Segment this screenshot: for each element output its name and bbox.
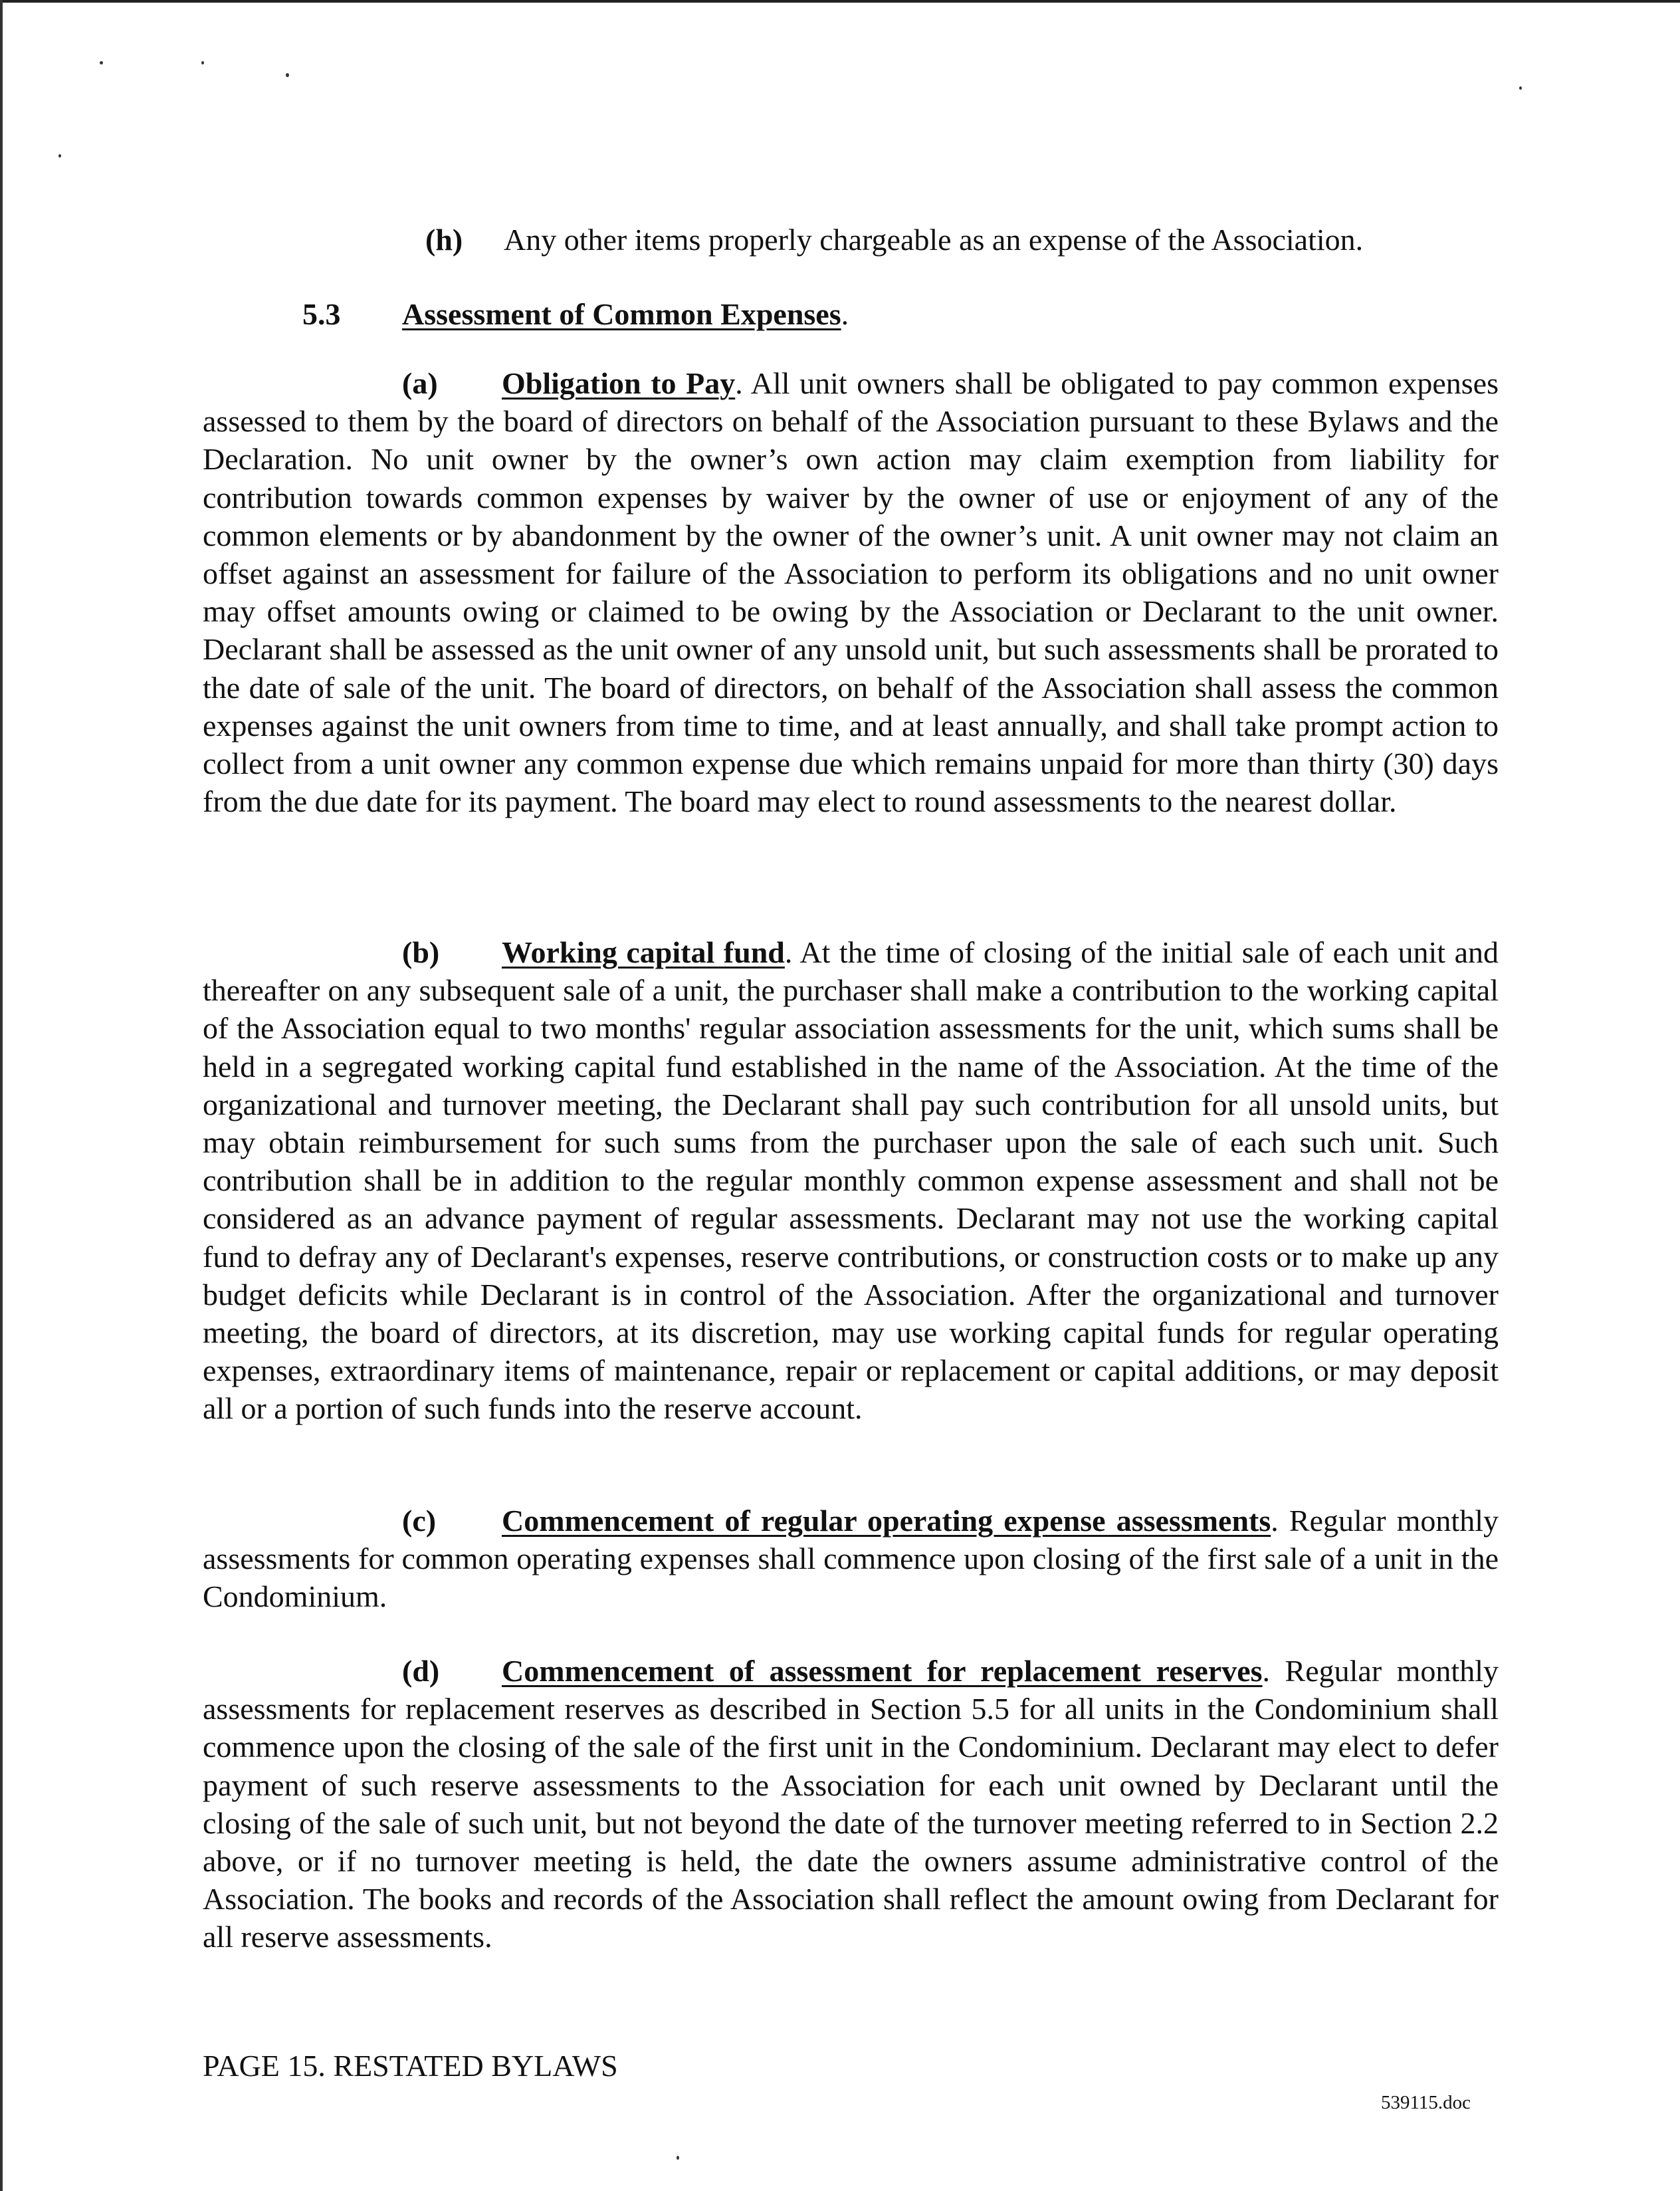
paragraph-d [203, 1652, 1499, 1956]
scan-speck [201, 61, 204, 64]
scan-speck [677, 2156, 679, 2160]
item-h [425, 221, 1555, 259]
paragraph-label: (b) [402, 935, 440, 969]
paragraph-text: . Regular monthly assessments for common operating expenses shall commence upon closing of the first sale of a unit in the Condominium. [203, 1504, 1499, 1614]
paragraph-title: Working capital fund [502, 935, 785, 969]
paragraph-label: (a) [402, 366, 438, 400]
paragraph-title: Commencement of assessment for replacement reserves [502, 1654, 1263, 1688]
paragraph-title: Obligation to Pay [502, 366, 736, 400]
item-h-label: (h) [425, 223, 463, 257]
footer-doc-id: 539115.doc [1381, 2092, 1471, 2113]
footer-page-label: PAGE 15. RESTATED BYLAWS [203, 2049, 618, 2083]
paragraph-text: . All unit owners shall be obligated to pay common expenses assessed to them by the board of directors on behalf of the Association pursuant to these Bylaws and the Declaration. No unit owner by the owner’s own action may claim exemption from liability for contribution towards common expenses by waiver by the owner of use or enjoyment of any of the common elements or by abandonment by the owner of the owner’s unit. A unit owner may not claim an offset against an assessment for failure of the Association to perform its obligations and no unit owner may offset amounts owing or claimed to be owing by the Association or Declarant to the unit owner. Declarant shall be assessed as the unit owner of any unsold unit, but such assessments shall be prorated to the date of sale of the unit. The board of directors, on behalf of the Association shall assess the common expenses against the unit owners from time to time, and at least annually, and shall take prompt action to collect from a unit owner any common expense due which remains unpaid for more than thirty (30) days from the due date for its payment. The board may elect to round assessments to the nearest dollar. [203, 366, 1499, 819]
section-number: 5.3 [302, 297, 341, 331]
scan-speck [100, 61, 103, 64]
paragraph-a [203, 364, 1499, 820]
section-title-period: . [841, 297, 849, 331]
section-title: Assessment of Common Expenses [402, 297, 841, 331]
scan-speck [286, 73, 289, 77]
paragraph-text: . At the time of closing of the initial sale of each unit and thereafter on any subsequent sale of a unit, the purchaser shall make a contribution to the working capital of the Association equal to two months' regular association assessments for the unit, which sums shall be held in a segregated working capital fund established in the name of the Association. At the time of the organizational and turnover meeting, the Declarant shall pay such contribution for all unsold units, but may obtain reimbursement for such sums from the purchaser upon the sale of each such unit. Such contribution shall be in addition to the regular monthly common expense assessment and shall not be considered as an advance payment of regular assessments. Declarant may not use the working capital fund to defray any of Declarant's expenses, reserve contributions, or construction costs or to make up any budget deficits while Declarant is in control of the Association. After the organizational and turnover meeting, the board of directors, at its discretion, may use working capital funds for regular operating expenses, extraordinary items of maintenance, repair or replacement or capital additions, or may deposit all or a portion of such funds into the reserve account. [203, 935, 1499, 1426]
scan-left-edge [0, 0, 3, 2191]
paragraph-b [203, 933, 1499, 1428]
scan-top-edge [0, 0, 1680, 3]
paragraph-c [203, 1502, 1499, 1616]
paragraph-label: (c) [402, 1504, 437, 1538]
paragraph-label: (d) [402, 1654, 440, 1688]
paragraph-text: . Regular monthly assessments for replacement reserves as described in Section 5.5 for all units in the Condominium shall commence upon the closing of the sale of the first unit in the Condominium. Declarant may elect to defer payment of such reserve assessments to the Association for each unit owned by Declarant until the closing of the sale of such unit, but not beyond the date of the turnover meeting referred to in Section 2.2 above, or if no turnover meeting is held, the date the owners assume administrative control of the Association. The books and records of the Association shall reflect the amount owing from Declarant for all reserve assessments. [203, 1654, 1499, 1954]
scan-speck [1519, 86, 1522, 90]
item-h-text: Any other items properly chargeable as an expense of the Association. [504, 223, 1364, 257]
scan-speck [58, 154, 61, 158]
paragraph-title: Commencement of regular operating expense assessments [502, 1504, 1271, 1538]
section-heading [302, 295, 1299, 333]
